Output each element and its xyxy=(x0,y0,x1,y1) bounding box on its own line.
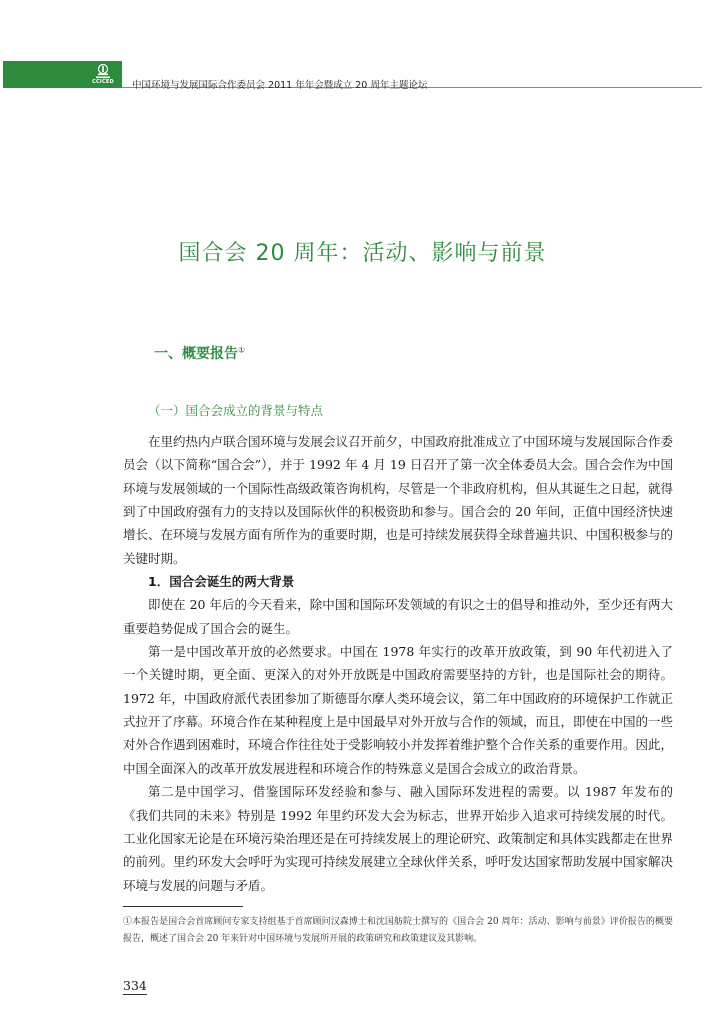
cciced-logo xyxy=(88,64,118,88)
paragraph: 在里约热内卢联合国环境与发展会议召开前夕，中国政府批准成立了中国环境与发展国际合作委员会（以下简称“国合会”），并于 1992 年 4 月 19 日召开了第一次全体委员大会。国合会作为中国环境与发展领域的一个国际性高级政策咨询机构，尽管是一个非政府机构，但从其诞生之日起，就得到了中国政府强有力的支持以及国际伙伴的积极资助和参与。国合会的 20 年间，正值中国经济快速增长、在环境与发展方面有所作为的重要时期，也是可持续发展获得全球普遍共识、中国积极参与的关键时期。 xyxy=(123,434,674,566)
paragraph: 即使在 20 年后的今天看来，除中国和国际环发领域的有识之士的倡导和推动外，至少还有两大重要趋势促成了国合会的诞生。 xyxy=(123,597,673,636)
section-heading-2: （一）国合会成立的背景与特点 xyxy=(148,403,324,418)
section-heading-1 xyxy=(154,343,245,363)
subheading: 1．国合会诞生的两大背景 xyxy=(148,574,295,590)
footnote: ①本报告是国合会首席顾问专家支持组基于首席顾问汉森博士和沈国舫院士撰写的《国合会 20 周年：活动、影响与前景》评价报告的概要报告，概述了国合会 20 年来针对中国环境与发展所开展的政策研究和政策建议及其影响。 xyxy=(123,917,673,944)
page-number: 334 xyxy=(123,978,147,993)
logo-text: CCICED xyxy=(92,79,114,85)
paragraph: 第一是中国改革开放的必然要求。中国在 1978 年实行的改革开放政策，到 90 年代初进入了一个关键时期，更全面、更深入的对外开放既是中国政府需要坚持的方针，也是国际社会的期待。1972 年，中国政府派代表团参加了斯德哥尔摩人类环境会议，第二年中国政府的环境保护工作就正式拉开了序幕。环境合作在某种程度上是中国最早对外开放与合作的领域，而且，即使在中国的一些对外合作遇到困难时，环境合作往往处于受影响较小并发挥着维护整个合作关系的重要作用。因此，中国全面深入的改革开放发展进程和环境合作的特殊意义是国合会成立的政治背景。 xyxy=(123,644,674,776)
footnote-marker: ① xyxy=(238,345,246,355)
body-text xyxy=(123,430,673,897)
cciced-emblem-icon xyxy=(93,64,113,79)
paragraph: 第二是中国学习、借鉴国际环发经验和参与、融入国际环发进程的需要。以 1987 年发布的《我们共同的未来》特别是 1992 年里约环发大会为标志，世界开始步入追求可持续发展的时代。工业化国家无论是在环境污染治理还是在可持续发展上的理论研究、政策制定和具体实践都走在世界的前列。里约环发大会呼吁为实现可持续发展建立全球伙伴关系，呼吁发达国家帮助发展中国家解决环境与发展的问题与矛盾。 xyxy=(123,784,674,893)
document-title: 国合会 20 周年：活动、影响与前景 xyxy=(178,241,547,266)
running-header-title: 中国环境与发展国际合作委员会 2011 年年会暨成立 20 周年主题论坛 xyxy=(132,80,428,91)
footnote-rule xyxy=(123,906,243,907)
section-heading-1-label: 一、概要报告 xyxy=(154,346,238,362)
